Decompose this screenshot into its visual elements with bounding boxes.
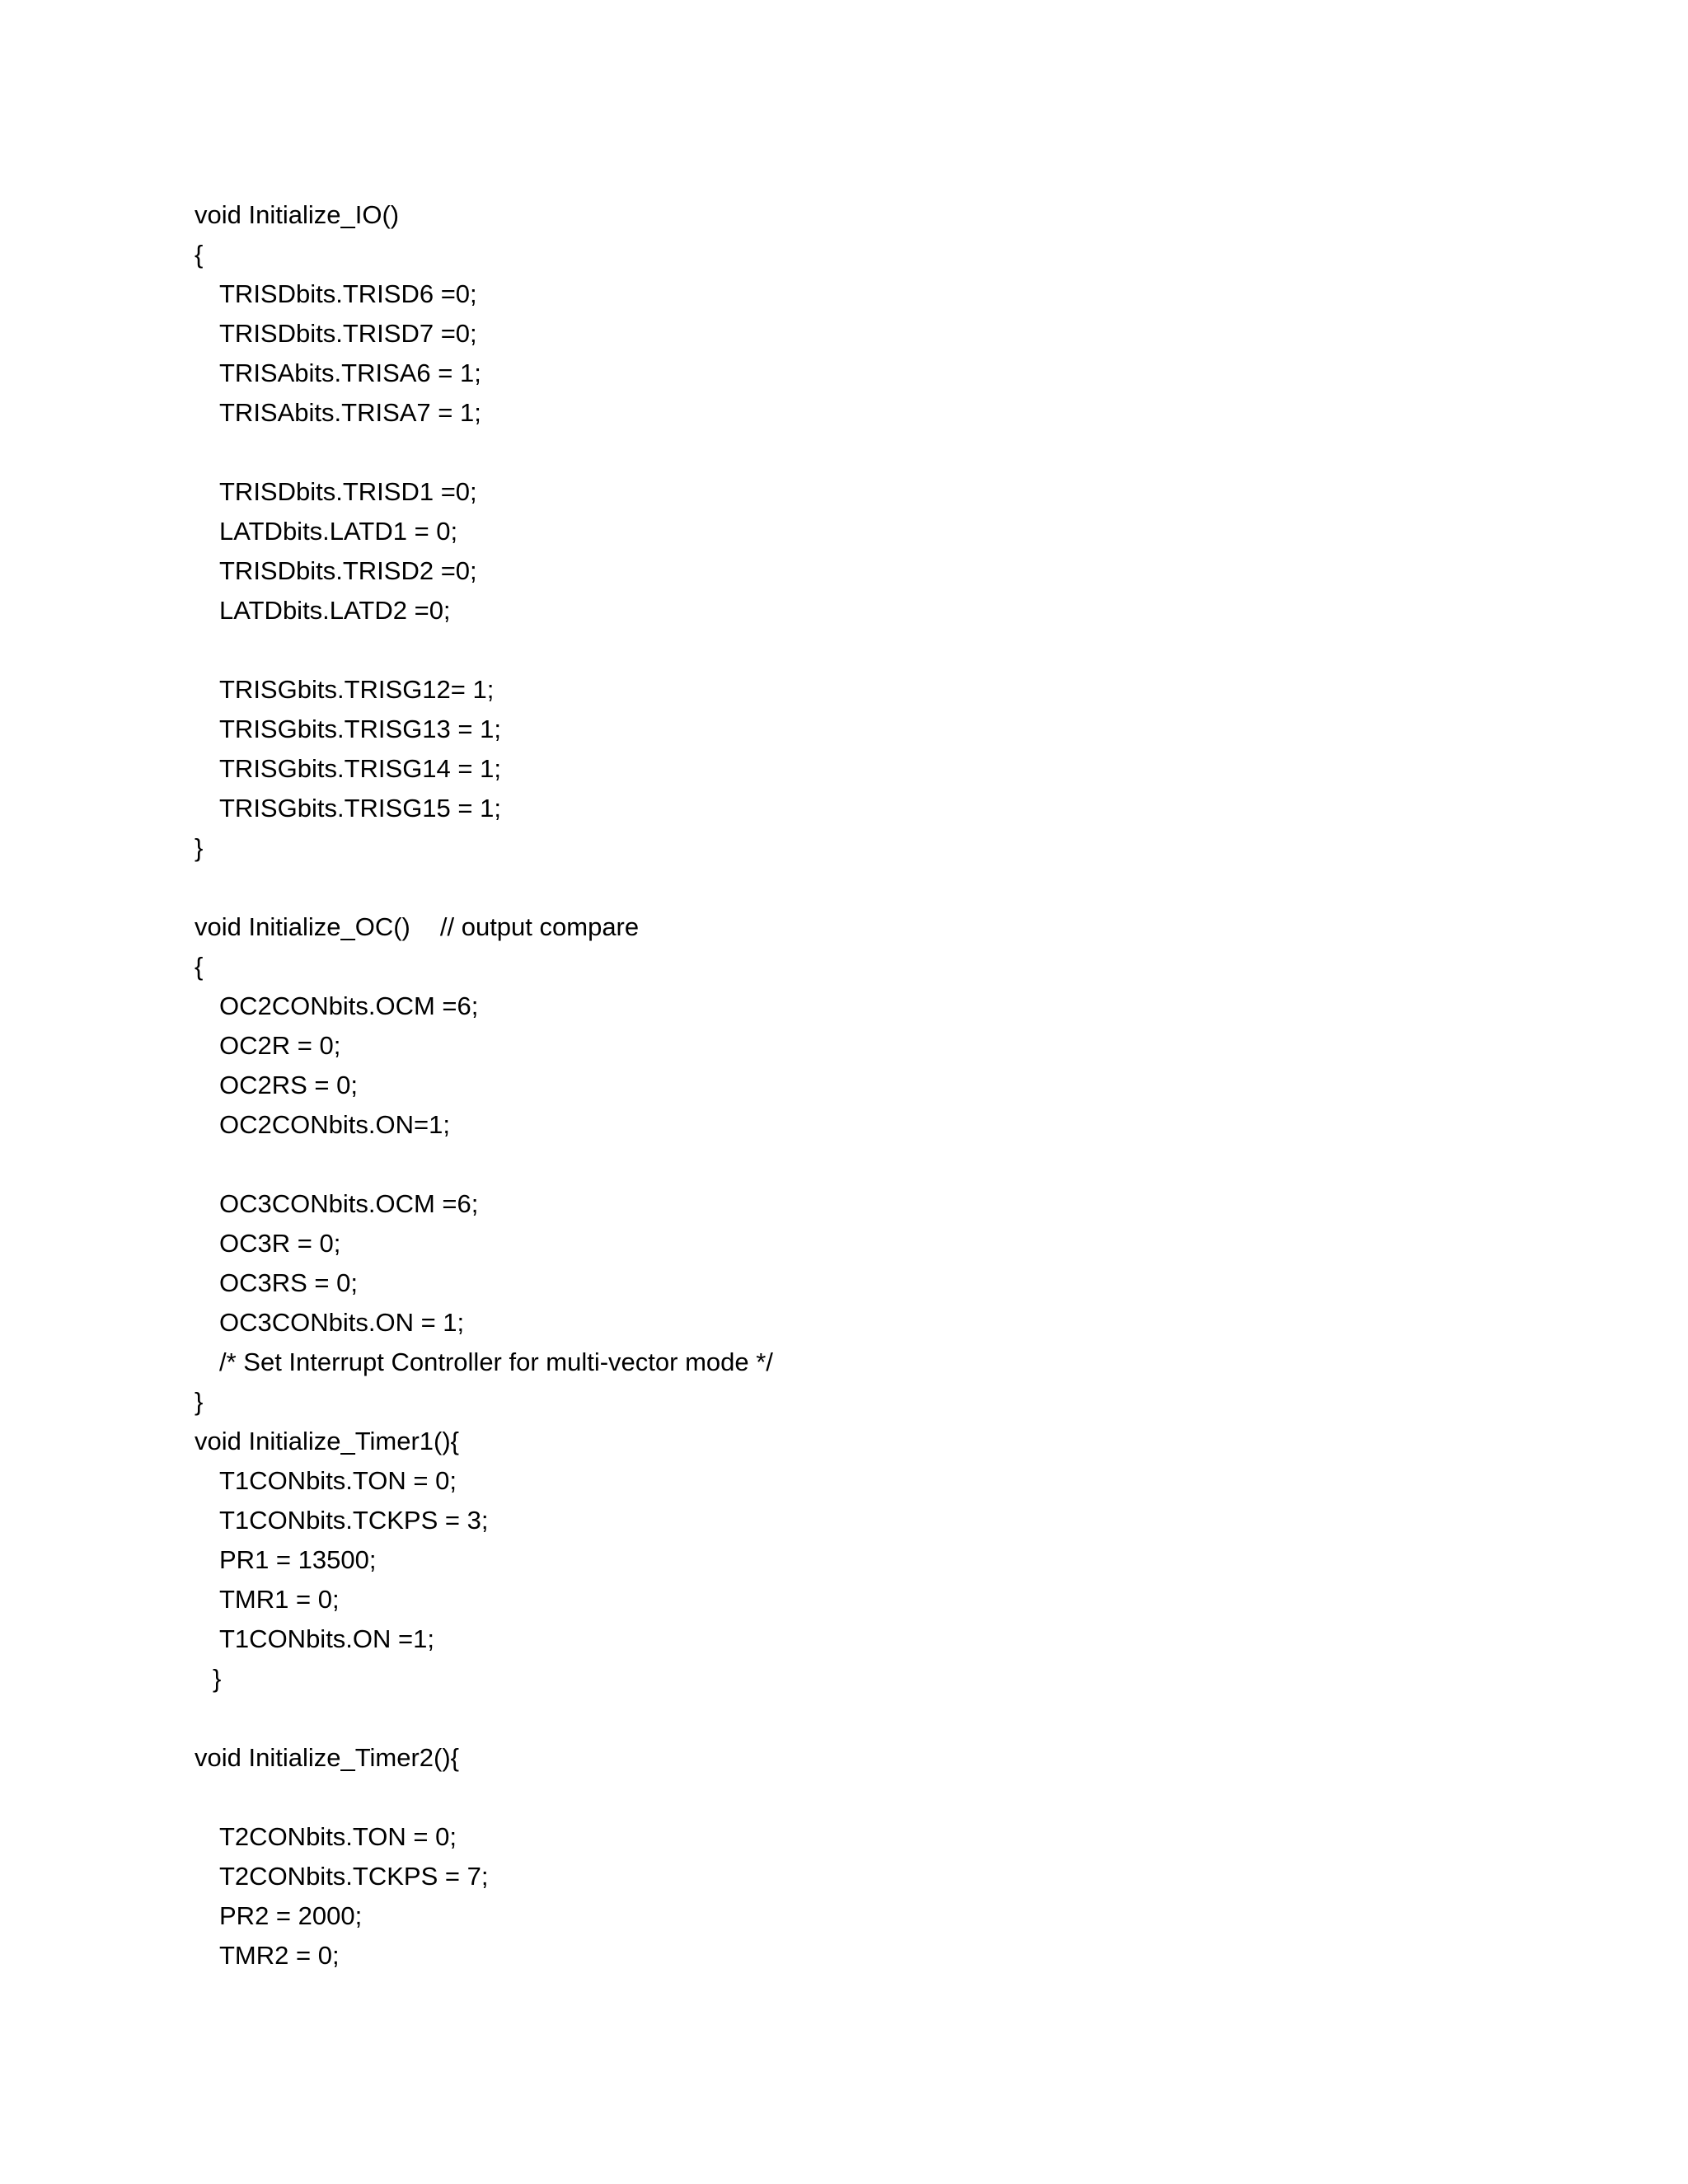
code-line: LATDbits.LATD1 = 0; <box>219 517 458 546</box>
code-line: TRISGbits.TRISG13 = 1; <box>219 715 501 743</box>
code-line: TMR2 = 0; <box>219 1941 340 1970</box>
code-line: OC2RS = 0; <box>219 1071 358 1099</box>
inline-comment: // output compare <box>439 912 640 941</box>
code-line: void Initialize_Timer2(){ <box>195 1743 460 1772</box>
code-line: OC3CONbits.OCM =6; <box>219 1189 479 1218</box>
code-line: PR1 = 13500; <box>219 1545 377 1574</box>
code-line: OC3R = 0; <box>219 1229 341 1258</box>
code-line: TRISGbits.TRISG12= 1; <box>219 675 495 704</box>
code-line: TRISGbits.TRISG14 = 1; <box>219 754 501 783</box>
code-line: OC2CONbits.OCM =6; <box>219 991 479 1020</box>
code-line: TRISGbits.TRISG15 = 1; <box>219 794 501 823</box>
code-line: TRISDbits.TRISD1 =0; <box>219 477 477 506</box>
code-line <box>195 907 1596 947</box>
code-line: TRISDbits.TRISD7 =0; <box>219 319 477 348</box>
code-line: void Initialize_IO() <box>195 200 400 229</box>
blank-line <box>195 630 1596 670</box>
code-line: OC2R = 0; <box>219 1031 341 1060</box>
code-line: T1CONbits.TON = 0; <box>219 1466 457 1495</box>
blank-line <box>195 1699 1596 1738</box>
code-line: { <box>195 240 204 269</box>
code-line: T2CONbits.TON = 0; <box>219 1822 457 1851</box>
code-line: OC2CONbits.ON=1; <box>219 1110 450 1139</box>
code-line: T2CONbits.TCKPS = 7; <box>219 1862 489 1891</box>
blank-line <box>195 433 1596 472</box>
code-line: LATDbits.LATD2 =0; <box>219 596 451 625</box>
code-line: { <box>195 952 204 981</box>
code-line: TMR1 = 0; <box>219 1585 340 1614</box>
function-signature: void Initialize_OC() <box>195 912 410 941</box>
code-listing <box>195 195 1596 1975</box>
code-line: TRISAbits.TRISA6 = 1; <box>219 359 481 387</box>
code-line: TRISDbits.TRISD6 =0; <box>219 279 477 308</box>
code-line: TRISDbits.TRISD2 =0; <box>219 556 477 585</box>
code-line: T1CONbits.ON =1; <box>219 1624 434 1653</box>
block-comment: /* Set Interrupt Controller for multi-vector mode */ <box>219 1347 773 1376</box>
code-line: PR2 = 2000; <box>219 1901 363 1930</box>
blank-line <box>195 868 1596 907</box>
code-line: OC3RS = 0; <box>219 1268 358 1297</box>
blank-line <box>195 1145 1596 1184</box>
code-line: OC3CONbits.ON = 1; <box>219 1308 465 1337</box>
code-line: T1CONbits.TCKPS = 3; <box>219 1506 489 1535</box>
code-line: void Initialize_Timer1(){ <box>195 1427 460 1455</box>
code-line: } <box>195 833 204 862</box>
blank-line <box>195 1778 1596 1817</box>
code-line: } <box>195 1387 204 1416</box>
code-line: TRISAbits.TRISA7 = 1; <box>219 398 481 427</box>
code-line: } <box>213 1664 222 1693</box>
